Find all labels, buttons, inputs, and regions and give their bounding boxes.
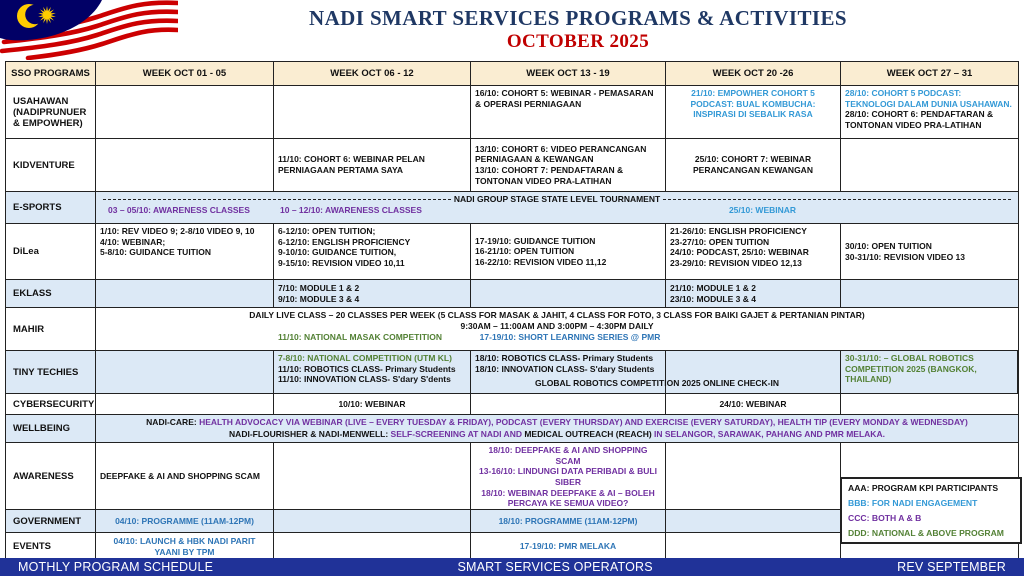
row-label-kidventure: KIDVENTURE [6, 139, 96, 191]
event-text: 5-8/10: GUIDANCE TUITION [100, 247, 211, 258]
event-line [475, 353, 661, 364]
span-line [100, 417, 1014, 428]
cell-government-week1 [96, 510, 274, 532]
cell-usahawan-nadiprunuer-empowher-week1 [96, 86, 274, 138]
cell-awareness-week1 [96, 443, 274, 509]
event-line [475, 257, 661, 268]
span-line [100, 429, 1014, 440]
span-cell-mahir [96, 308, 1018, 350]
column-header-week-oct-01-05: WEEK OCT 01 - 05 [96, 62, 274, 85]
row-label-dilea: DiLea [6, 224, 96, 279]
event-text: 25/10: COHORT 7: WEBINAR PERANCANGAN KEWANGAN [693, 154, 813, 175]
cell-events-week1 [96, 533, 274, 560]
event-line [278, 247, 466, 258]
cell-government-week4 [666, 510, 841, 532]
event-text: 10 – 12/10: AWARENESS CLASSES [280, 205, 422, 216]
table-header-row [6, 62, 1018, 86]
event-line [475, 165, 661, 186]
event-text: 03 – 05/10: AWARENESS CLASSES [108, 205, 250, 216]
row-label-government: GOVERNMENT [6, 510, 96, 532]
column-header-week-oct-13-19: WEEK OCT 13 - 19 [471, 62, 666, 85]
event-text: DAILY LIVE CLASS – 20 CLASSES PER WEEK (5 CLASS FOR MASAK & JAHIT, 4 CLASS FOR FOTO, 3 CLASS FOR BAIKI GAJET & PERTANIAN PINTAR) [249, 310, 865, 320]
row-tiny-techies [6, 351, 1018, 394]
event-line [670, 247, 836, 258]
event-text: 18/10: ROBOTICS CLASS- Primary Students [475, 353, 654, 363]
cell-events-week2 [274, 533, 471, 560]
positioned-line [100, 205, 1014, 217]
event-text: 13/10: COHORT 7: PENDAFTARAN & TONTONAN VIDEO PRA-LATIHAN [475, 165, 624, 186]
event-text: 21-26/10: ENGLISH PROFICIENCY [670, 226, 807, 236]
column-header-week-oct-27-31: WEEK OCT 27 – 31 [841, 62, 1018, 85]
event-line [100, 237, 269, 248]
event-text: 17-19/10: PMR MELAKA [519, 541, 617, 552]
legend-line: DDD: NATIONAL & ABOVE PROGRAM [848, 528, 1004, 538]
cell-dilea-week5 [841, 224, 1018, 279]
event-line [278, 226, 466, 237]
event-text: 11/10: COHORT 6: WEBINAR PELAN PERNIAGAAN PERTAMA SAYA [278, 154, 425, 175]
cell-dilea-week2 [274, 224, 471, 279]
event-text: 30-31/10: – GLOBAL ROBOTICS COMPETITION 2025 (BANGKOK, THAILAND) [845, 353, 977, 385]
event-text: 11/10: NATIONAL MASAK COMPETITION [277, 332, 443, 343]
row-cybersecurity [6, 394, 1018, 415]
event-line [670, 399, 836, 410]
tournament-rule-line [100, 194, 1014, 205]
cell-tiny-techies-week5 [841, 351, 1018, 393]
legend-box [840, 477, 1022, 544]
event-line [278, 374, 466, 385]
event-text: 24/10: WEBINAR [719, 398, 787, 409]
event-line [278, 283, 466, 294]
event-line [100, 247, 269, 258]
row-kidventure [6, 139, 1018, 192]
cell-government-week3 [471, 510, 666, 532]
event-text: 28/10: COHORT 6: PENDAFTARAN & TONTONAN VIDEO PRA-LATIHAN [845, 109, 994, 130]
event-text: 25/10: WEBINAR [728, 205, 797, 216]
cell-kidventure-week5 [841, 139, 1018, 191]
event-line [845, 109, 1014, 130]
cell-dilea-week1 [96, 224, 274, 279]
event-text: DEEPFAKE & AI AND SHOPPING SCAM [100, 470, 260, 481]
event-text: NADI GROUP STAGE STATE LEVEL TOURNAMENT [453, 194, 661, 204]
event-text: 9:30AM – 11:00AM AND 3:00PM – 4:30PM DAILY [460, 321, 654, 332]
event-line [475, 88, 661, 109]
row-mahir [6, 308, 1018, 351]
cell-cybersecurity-week1 [96, 394, 274, 414]
legend-line: BBB: FOR NADI ENGAGEMENT [848, 498, 978, 508]
rule-dash [103, 199, 451, 200]
event-line [475, 246, 661, 257]
event-text: 11/10: ROBOTICS CLASS- Primary Students [278, 363, 456, 374]
event-text: 28/10: COHORT 5 PODCAST: TEKNOLOGI DALAM DUNIA USAHAWAN. [845, 88, 1012, 109]
event-line [100, 471, 269, 482]
event-text: 04/10: PROGRAMME (11AM-12PM) [115, 515, 254, 526]
event-line [278, 399, 466, 410]
row-dilea [6, 224, 1018, 280]
merged-overlay-text: GLOBAL ROBOTICS COMPETITION 2025 ONLINE CHECK-IN [534, 378, 779, 388]
cell-dilea-week3 [471, 224, 666, 279]
span-line [100, 310, 1014, 321]
event-text: 4/10: WEBINAR; [100, 236, 166, 247]
event-text: 11/10: INNOVATION CLASS- S'dary S'dents [278, 374, 451, 385]
event-line [100, 226, 269, 237]
event-text: 13-16/10: LINDUNGI DATA PERIBADI & BULI SIBER [479, 466, 657, 487]
event-text: 13/10: COHORT 6: VIDEO PERANCANGAN PERNIAGAAN & KEWANGAN [475, 143, 647, 165]
event-text: 04/10: LAUNCH & HBK NADI PARIT YAANI BY TPM [113, 535, 256, 557]
row-label-cybersecurity: CYBERSECURITY [6, 394, 96, 414]
row-label-usahawan-nadiprunuer-empowher: USAHAWAN (NADIPRUNUER & EMPOWHER) [6, 86, 96, 138]
event-text: 18/10: WEBINAR DEEPFAKE & AI – BOLEH PERCAYA KE SEMUA VIDEO? [481, 487, 655, 509]
event-text: 21/10: MODULE 1 & 2 [670, 282, 756, 293]
cell-usahawan-nadiprunuer-empowher-week5 [841, 86, 1018, 138]
row-label-events: EVENTS [6, 533, 96, 560]
event-line [475, 541, 661, 552]
event-text: NADI-CARE: [146, 417, 200, 428]
span-line [100, 321, 1014, 332]
cell-kidventure-week1 [96, 139, 274, 191]
cell-usahawan-nadiprunuer-empowher-week2 [274, 86, 471, 138]
cell-events-week3 [471, 533, 666, 560]
event-text: 18/10: DEEPFAKE & AI AND SHOPPING SCAM [488, 445, 648, 466]
event-text: 7-8/10: NATIONAL COMPETITION (UTM KL) [278, 353, 452, 363]
event-line [670, 154, 836, 175]
cell-cybersecurity-week3 [471, 394, 666, 414]
cell-eklass-week4 [666, 280, 841, 307]
event-text: 1/10: REV VIDEO 9; 2-8/10 VIDEO 9, 10 [100, 226, 255, 236]
event-line [278, 294, 466, 305]
event-line [670, 258, 836, 269]
row-label-e-sports: E-SPORTS [6, 192, 96, 223]
event-text: 30-31/10: REVISION VIDEO 13 [845, 251, 965, 262]
event-text: 9-10/10: GUIDANCE TUITION, [278, 247, 397, 258]
cell-kidventure-week4 [666, 139, 841, 191]
event-text: 17-19/10: GUIDANCE TUITION [475, 235, 596, 246]
cell-cybersecurity-week4 [666, 394, 841, 414]
event-text: IN SELANGOR, SARAWAK, PAHANG AND PMR MELAKA. [654, 428, 885, 439]
span-cell-e-sports [96, 192, 1018, 223]
column-header-week-oct-20-26: WEEK OCT 20 -26 [666, 62, 841, 85]
page-title: NADI SMART SERVICES PROGRAMS & ACTIVITIES [309, 6, 847, 30]
event-line [278, 154, 466, 175]
column-header-sso-programs: SSO PROGRAMS [6, 62, 96, 85]
positioned-line [100, 332, 1014, 344]
event-line [845, 353, 1013, 385]
event-text: 6-12/10: OPEN TUITION; [278, 226, 376, 236]
event-line [475, 364, 661, 375]
cell-usahawan-nadiprunuer-empowher-week3 [471, 86, 666, 138]
event-text: MEDICAL OUTREACH (REACH) [524, 428, 655, 439]
event-line [845, 241, 1014, 252]
event-text: 23-29/10: REVISION VIDEO 12,13 [670, 257, 802, 268]
cell-cybersecurity-week2 [274, 394, 471, 414]
cell-awareness-week3 [471, 443, 666, 509]
event-text: NADI-FLOURISHER & NADI-MENWELL: [229, 428, 391, 439]
footer-right: REV SEPTEMBER [897, 560, 1006, 574]
event-text: SELF-SCREENING AT NADI AND [390, 428, 525, 439]
row-e-sports [6, 192, 1018, 224]
event-line [475, 445, 661, 466]
event-text: 9/10: MODULE 3 & 4 [278, 293, 360, 304]
cell-usahawan-nadiprunuer-empowher-week4 [666, 86, 841, 138]
event-line [278, 353, 466, 364]
event-text: 16-21/10: OPEN TUITION [475, 246, 575, 257]
event-line [278, 258, 466, 269]
event-text: 23-27/10: OPEN TUITION [670, 236, 770, 247]
cell-awareness-week2 [274, 443, 471, 509]
cell-events-week4 [666, 533, 841, 560]
event-text: 23/10: MODULE 3 & 4 [670, 293, 756, 304]
event-line [670, 88, 836, 120]
event-text: 24/10: PODCAST, 25/10: WEBINAR [670, 247, 809, 258]
event-line [845, 88, 1014, 109]
cell-eklass-week3 [471, 280, 666, 307]
row-label-wellbeing: WELLBEING [6, 415, 96, 442]
event-line [845, 252, 1014, 263]
row-label-eklass: EKLASS [6, 280, 96, 307]
row-label-awareness: AWARENESS [6, 443, 96, 509]
event-line [475, 466, 661, 487]
event-text: 9-15/10: REVISION VIDEO 10,11 [278, 257, 405, 268]
event-line [670, 237, 836, 248]
cell-eklass-week1 [96, 280, 274, 307]
event-line [278, 237, 466, 248]
cell-cybersecurity-week5 [841, 394, 1018, 414]
cell-awareness-week4 [666, 443, 841, 509]
footer-center: SMART SERVICES OPERATORS [457, 560, 653, 574]
event-text: 10/10: WEBINAR [338, 398, 406, 409]
page-subtitle-month: OCTOBER 2025 [506, 31, 650, 52]
event-text: 18/10: PROGRAMME (11AM-12PM) [498, 515, 638, 526]
legend-line: AAA: PROGRAM KPI PARTICIPANTS [848, 483, 999, 493]
event-text: 16-22/10: REVISION VIDEO 11,12 [475, 256, 607, 267]
rule-dash [663, 199, 1011, 200]
row-usahawan-nadiprunuer-empowher [6, 86, 1018, 139]
event-line [475, 516, 661, 527]
row-wellbeing [6, 415, 1018, 443]
cell-dilea-week4 [666, 224, 841, 279]
event-line [100, 516, 269, 527]
cell-kidventure-week3 [471, 139, 666, 191]
event-text: HEALTH ADVOCACY VIA WEBINAR (LIVE – EVERY TUESDAY & FRIDAY), PODCAST (EVERY THURSDAY) AND EXERCISE (EVERY SATURDAY), HEALTH TIP (EVERY MONDAY & WEDNESDAY) [199, 417, 968, 428]
cell-government-week2 [274, 510, 471, 532]
event-text: 21/10: EMPOWHER COHORT 5 PODCAST: BUAL KOMBUCHA: INSPIRASI DI SEBALIK RASA [690, 88, 816, 120]
cell-kidventure-week2 [274, 139, 471, 191]
event-line [475, 236, 661, 247]
span-cell-wellbeing [96, 415, 1018, 442]
footer-left: MOTHLY PROGRAM SCHEDULE [18, 560, 214, 574]
cell-tiny-techies-week1 [96, 351, 274, 393]
cell-eklass-week2 [274, 280, 471, 307]
event-text: 16/10: COHORT 5: WEBINAR - PEMASARAN & OPERASI PERNIAGAAN [475, 88, 654, 109]
event-text: 7/10: MODULE 1 & 2 [278, 282, 360, 293]
event-text: 6-12/10: ENGLISH PROFICIENCY [278, 236, 411, 247]
event-line [475, 144, 661, 165]
event-text: 18/10: INNOVATION CLASS- S'dary Students [475, 363, 655, 374]
event-line [475, 488, 661, 509]
legend-line: CCC: BOTH A & B [848, 513, 922, 523]
event-text: 30/10: OPEN TUITION [845, 240, 932, 251]
event-text: 17-19/10: SHORT LEARNING SERIES @ PMR [479, 332, 661, 343]
row-label-mahir: MAHIR [6, 308, 96, 350]
row-label-tiny-techies: TINY TECHIES [6, 351, 96, 393]
cell-eklass-week5 [841, 280, 1018, 307]
event-line [670, 226, 836, 237]
event-line [100, 536, 269, 557]
event-line [278, 364, 466, 375]
column-header-week-oct-06-12: WEEK OCT 06 - 12 [274, 62, 471, 85]
cell-tiny-techies-week2 [274, 351, 471, 393]
row-eklass [6, 280, 1018, 308]
event-line [670, 283, 836, 294]
event-line [670, 294, 836, 305]
footer-bar [0, 558, 1024, 576]
